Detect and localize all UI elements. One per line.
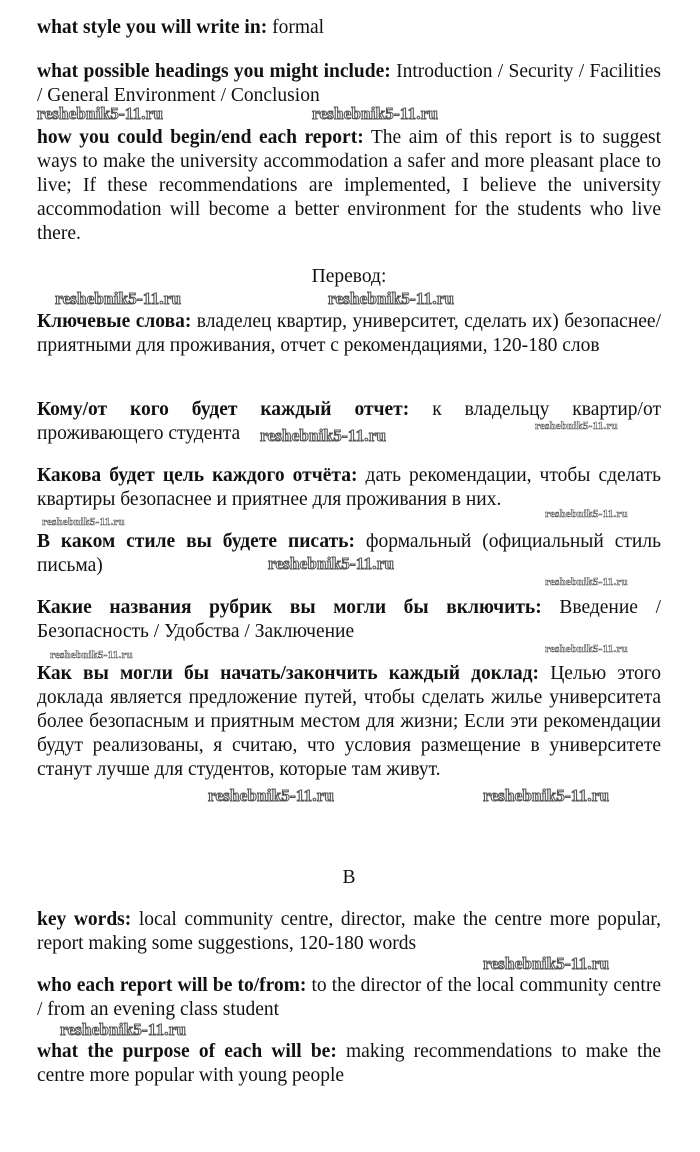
ru-style-text: формальный (официальный стиль письма) — [37, 531, 661, 576]
ru-keywords-label: Ключевые слова: — [37, 311, 192, 332]
b-purpose-text: making recommendations to make the centre more popular with young people — [37, 1041, 661, 1086]
ru-begin-end-text: Целью этого доклада является предложение путей, чтобы сделать жилье университета более безопасным и приятным местом для жизни; Если эти рекомендации будут реализованы, я считаю, что условия размещение в университете станут лучше для студентов, которые там живут. — [37, 663, 661, 780]
watermark: reshebnik5-11.ru — [208, 786, 335, 805]
watermark: reshebnik5-11.ru — [545, 576, 628, 588]
watermark: reshebnik5-11.ru — [483, 786, 610, 805]
ru-to-from-label: Кому/от кого будет каждый отчет: — [37, 399, 410, 420]
ru-begin-end-paragraph — [37, 662, 661, 782]
ru-purpose-label: Какова будет цель каждого отчёта: — [37, 465, 358, 486]
style-paragraph — [37, 16, 661, 40]
section-b-heading: B — [342, 867, 356, 888]
watermark: reshebnik5-11.ru — [328, 289, 455, 308]
headings-paragraph — [37, 60, 661, 108]
style-text: formal — [267, 17, 325, 38]
b-purpose-label: what the purpose of each will be: — [37, 1041, 337, 1062]
translation-title: Перевод: — [311, 266, 387, 287]
watermark: reshebnik5-11.ru — [535, 420, 618, 432]
ru-keywords-text: владелец квартир, университет, сделать их) безопаснее/ приятными для проживания, отчет с рекомендациями, 120-180 слов — [37, 311, 661, 356]
ru-headings-text: Введение / Безопасность / Удобства / Заключение — [37, 597, 661, 642]
b-keywords-paragraph — [37, 908, 661, 956]
b-keywords-label: key words: — [37, 909, 132, 930]
ru-style-label: В каком стиле вы будете писать: — [37, 531, 355, 552]
begin-end-text: The aim of this report is to suggest ways to make the university accommodation a safer and more pleasant place to live; If these recommendations are implemented, I believe the university accommodation will become a better environment for the students who live there. — [37, 127, 661, 244]
watermark: reshebnik5-11.ru — [312, 104, 439, 123]
ru-purpose-text: дать рекомендации, чтобы сделать квартиры безопаснее и приятнее для проживания в них. — [37, 465, 661, 510]
style-label: what style you will write in: — [37, 17, 268, 38]
watermark: reshebnik5-11.ru — [545, 508, 628, 520]
watermark: reshebnik5-11.ru — [545, 643, 628, 655]
ru-keywords-paragraph — [37, 310, 661, 358]
watermark: reshebnik5-11.ru — [268, 554, 395, 573]
begin-end-paragraph — [37, 126, 661, 246]
watermark: reshebnik5-11.ru — [60, 1020, 187, 1039]
watermark: reshebnik5-11.ru — [42, 516, 125, 528]
watermark: reshebnik5-11.ru — [55, 289, 182, 308]
b-to-from-paragraph — [37, 974, 661, 1022]
watermark: reshebnik5-11.ru — [50, 649, 133, 661]
ru-headings-label: Какие названия рубрик вы могли бы включить: — [37, 597, 542, 618]
begin-end-label: how you could begin/end each report: — [37, 127, 364, 148]
ru-begin-end-label: Как вы могли бы начать/закончить каждый доклад: — [37, 663, 540, 684]
ru-headings-paragraph — [37, 596, 661, 644]
watermark: reshebnik5-11.ru — [37, 104, 164, 123]
b-to-from-label: who each report will be to/from: — [37, 975, 307, 996]
watermark: reshebnik5-11.ru — [260, 426, 387, 445]
b-to-from-text: to the director of the local community centre / from an evening class student — [37, 975, 661, 1020]
headings-text: Introduction / Security / Facilities / General Environment / Conclusion — [37, 61, 662, 106]
ru-to-from-text: к владельцу квартир/от проживающего студента — [37, 399, 661, 444]
headings-label: what possible headings you might include: — [37, 61, 391, 82]
ru-purpose-paragraph — [37, 464, 661, 512]
b-keywords-text: local community centre, director, make the centre more popular, report making some suggestions, 120-180 words — [37, 909, 661, 954]
b-purpose-paragraph — [37, 1040, 661, 1088]
watermark: reshebnik5-11.ru — [483, 954, 610, 973]
